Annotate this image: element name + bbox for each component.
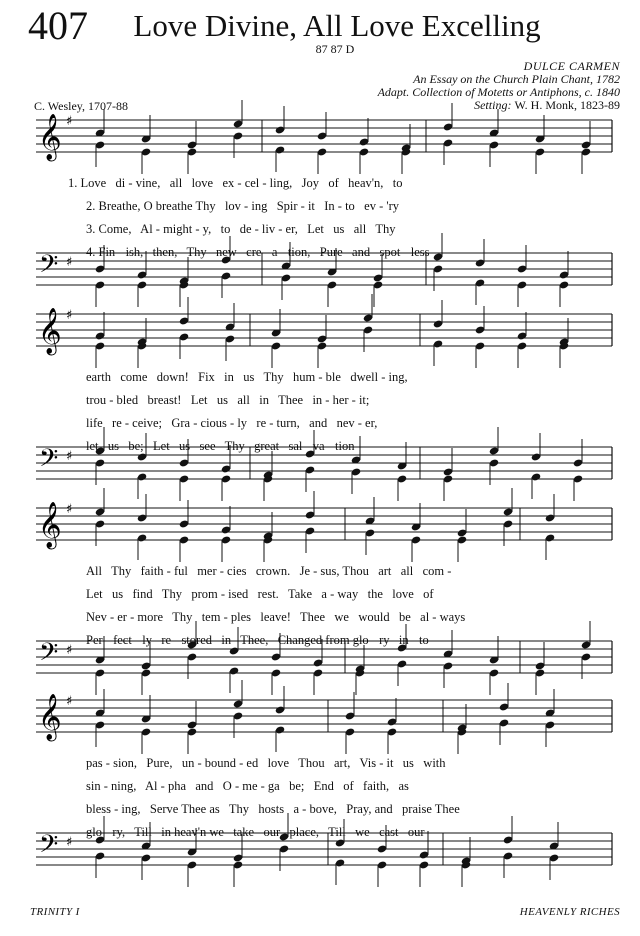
treble-clef: 𝄞	[38, 308, 62, 354]
key-signature-sharp: ♯	[66, 308, 73, 323]
lyric-line-system-3-verse-1: All Thy faith - ful mer - cies crown. Je - sus, Thou art all com -	[86, 564, 452, 578]
setting-arranger: W. H. Monk, 1823-89	[514, 98, 620, 112]
key-signature-sharp: ♯	[66, 835, 73, 850]
key-signature-sharp: ♯	[66, 114, 73, 129]
key-signature-sharp: ♯	[66, 643, 73, 658]
bass-clef: 𝄢	[39, 444, 59, 479]
bass-clef: 𝄢	[39, 250, 59, 285]
text-author: C. Wesley, 1707-88	[34, 99, 129, 113]
lyric-line-system-1-verse-2: 2. Breathe, O breathe Thy lov - ing Spir - it In - to ev - 'ry	[86, 199, 400, 213]
footer-tune-left: TRINITY I	[30, 906, 80, 918]
lyric-line-system-1-verse-4: 4. Fin - ish, then, Thy new cre - a - tion, Pure and spot - less	[86, 245, 430, 259]
treble-clef: 𝄞	[38, 502, 62, 548]
hymn-title: Love Divine, All Love Excelling	[133, 8, 541, 43]
bass-clef: 𝄢	[39, 830, 59, 865]
lyric-line-system-1-verse-1: 1. Love di - vine, all love ex - cel - ling, Joy of heav'n, to	[68, 176, 403, 190]
tune-source-1: An Essay on the Church Plain Chant, 1782	[413, 72, 620, 86]
lyric-line-system-3-verse-3: Nev - er - more Thy tem - ples leave! Thee we would be al - ways	[86, 610, 466, 624]
meter: 87 87 D	[315, 42, 355, 56]
tune-source-2: Adapt. Collection of Motetts or Antiphons, c. 1840	[377, 85, 620, 99]
footer-tune-right: HEAVENLY RICHES	[519, 906, 620, 918]
lyric-line-system-2-verse-3: life re - ceive; Gra - cious - ly re - turn, and nev - er,	[86, 416, 378, 430]
lyric-line-system-4-verse-3: bless - ing, Serve Thee as Thy hosts a - bove, Pray, and praise Thee	[86, 802, 460, 816]
lyric-line-system-3-verse-4: Per - fect - ly re - stored in Thee, Changed from glo - ry in - to	[86, 633, 429, 647]
setting-label: Setting:	[474, 98, 512, 112]
lyric-line-system-2-verse-1: earth come down! Fix in us Thy hum - ble dwell - ing,	[86, 370, 408, 384]
key-signature-sharp: ♯	[66, 255, 73, 270]
lyric-line-system-1-verse-3: 3. Come, Al - might - y, to de - liv - er, Let us all Thy	[86, 222, 396, 236]
key-signature-sharp: ♯	[66, 694, 73, 709]
lyric-line-system-4-verse-4: glo - ry, Till in heav'n we take our place, Till we cast our	[86, 825, 425, 839]
lyric-line-system-2-verse-4: let us be; Let us see Thy great sal - va - tion	[86, 439, 355, 453]
bass-clef: 𝄢	[39, 638, 59, 673]
tune-name: DULCE CARMEN	[523, 59, 620, 73]
hymn-number: 407	[28, 3, 88, 48]
key-signature-sharp: ♯	[66, 449, 73, 464]
treble-clef: 𝄞	[38, 114, 62, 160]
lyric-line-system-3-verse-2: Let us find Thy prom - ised rest. Take a - way the love of	[86, 587, 434, 601]
lyric-line-system-4-verse-1: pas - sion, Pure, un - bound - ed love Thou art, Vis - it us with	[86, 756, 446, 770]
lyric-line-system-4-verse-2: sin - ning, Al - pha and O - me - ga be; End of faith, as	[86, 779, 409, 793]
key-signature-sharp: ♯	[66, 502, 73, 517]
lyric-line-system-2-verse-2: trou - bled breast! Let us all in Thee in - her - it;	[86, 393, 370, 407]
treble-clef: 𝄞	[38, 694, 62, 740]
